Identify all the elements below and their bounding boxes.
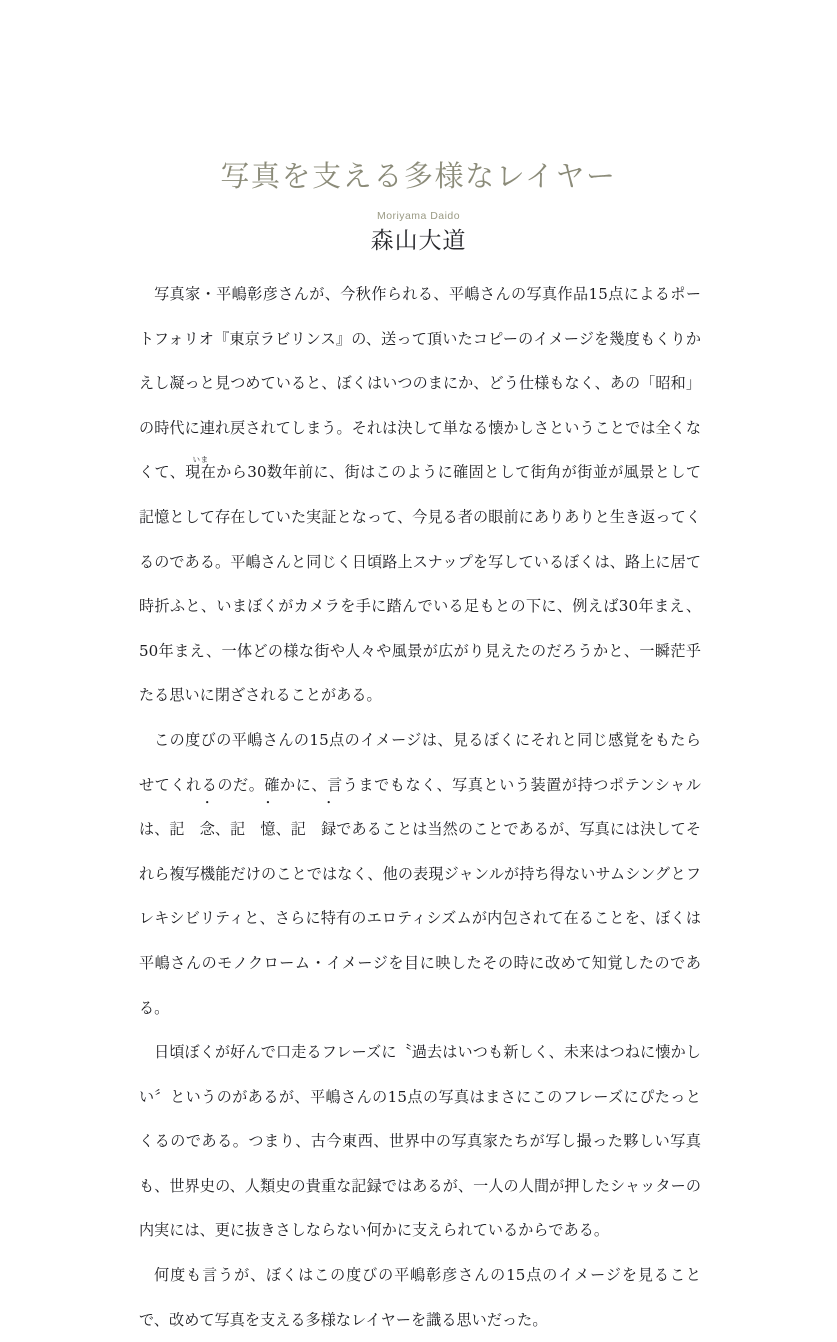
page-title: 写真を支える多様なレイヤー (220, 159, 617, 193)
ruby-annotation-gendai (185, 455, 217, 482)
byline-romanized-name: Moriyama Daido (376, 210, 461, 223)
article-body (139, 272, 701, 1342)
paragraph-2-text-3: 、記 (275, 820, 306, 839)
body-paragraph-1 (139, 272, 701, 718)
emphasis-dot-char-oku: 憶 (260, 820, 276, 839)
emphasis-dot-char-roku: 録 (321, 820, 337, 839)
body-paragraph-2 (139, 718, 701, 1030)
masthead (0, 158, 837, 256)
paragraph-1-text-after-ruby: から30数年前に、街はこのように確固として街角が街並が風景として記憶として存在していた実証となって、今見る者の眼前にありありと生き返ってくるのである。平嶋さんと同じく日頃路上スナップを写しているぼくは、路上に居て時折ふと、いまぼくがカメラを手に踏んでいる足もとの下に、例えば30年まえ、50年まえ、一体どの様な街や人々や風景が広がり見えたのだろうかと、一瞬茫乎たる思いに閉ざされることがある。 (139, 463, 702, 705)
body-paragraph-3: 日頃ぼくが好んで口走るフレーズに〝過去はいつも新しく、未来はつねに懐かしい〞というのがあるが、平嶋さんの15点の写真はまさにこのフレーズにぴたっとくるのである。つまり、古今東西、世界中の写真家たちが写し撮った夥しい写真も、世界史の、人類史の貴重な記録ではあるが、一人の人間が押したシャッターの内実には、更に抜きさしならない何かに支えられているからである。 (139, 1043, 701, 1240)
body-paragraph-4: 何度も言うが、ぼくはこの度びの平嶋彰彦さんの15点のイメージを見ることで、改めて写真を支える多様なレイヤーを識る思いだった。 (139, 1266, 701, 1329)
emphasis-dot-char-nen: 念 (199, 820, 215, 839)
ruby-text: いま (185, 455, 216, 465)
paragraph-1-text-before-ruby: 写真家・平嶋彰彦さんが、今秋作られる、平嶋さんの写真作品15点によるポートフォリオ『東京ラビリンス』の、送って頂いたコピーのイメージを幾度もくりかえし凝っと見つめていると、ぼくはいつのまにか、どう仕様もなく、あの「昭和」の時代に連れ戻されてしまう。それは決して単なる懐かしさということでは全くなくて、 (139, 285, 701, 482)
byline-author-name: 森山大道 (370, 227, 467, 254)
paragraph-2-text-1: この度びの平嶋さんの15点のイメージは、見るぼくにそれと同じ感覚をもたらせてくれるのだ。確かに、言うまでもなく、写真という装置が持つポテンシャルは、記 (139, 730, 701, 839)
paragraph-2-text-2: 、記 (214, 820, 246, 839)
ruby-base: 現在 (185, 463, 217, 482)
byline (0, 210, 837, 255)
paragraph-2-text-4: であることは当然のことであるが、写真には決してそれら複写機能だけのことではなく、他の表現ジャンルが持ち得ないサムシングとフレキシビリティと、さらに特有のエロティシズムが内包されて在ることを、ぼくは平嶋さんのモノクローム・イメージを目に映したその時に改めて知覚したのである。 (139, 820, 701, 1017)
